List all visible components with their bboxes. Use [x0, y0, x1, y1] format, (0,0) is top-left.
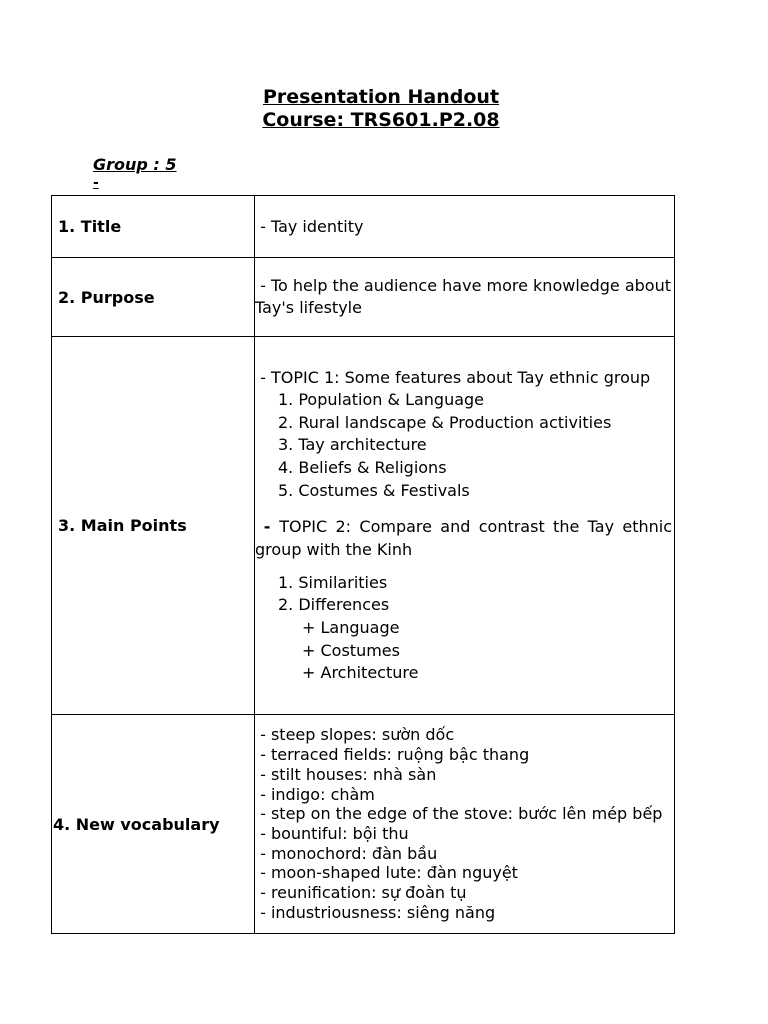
- main-points-row-content: [255, 337, 675, 715]
- document-title: Presentation Handout: [262, 86, 500, 108]
- vocabulary-item: - stilt houses: nhà sàn: [255, 764, 437, 784]
- vocabulary-item: - indigo: chàm: [255, 784, 375, 804]
- topic-1-item: 1. Population & Language: [278, 389, 485, 409]
- document-header: [0, 86, 762, 132]
- vocabulary-row-content: [255, 715, 675, 934]
- topic-2-item: 2. Differences: [278, 595, 390, 615]
- vocabulary-row: [52, 715, 675, 934]
- topic-1-item: 5. Costumes & Festivals: [278, 480, 470, 500]
- course-code: Course: TRS601.P2.08: [262, 109, 500, 131]
- vocabulary-item: - industriousness: siêng năng: [255, 902, 496, 922]
- topic-1-heading: - TOPIC 1: Some features about Tay ethnic group: [255, 367, 651, 387]
- vocabulary-item: - reunification: sự đoàn tụ: [255, 883, 467, 903]
- topic-2-dash: -: [255, 516, 280, 536]
- handout-table: [51, 195, 675, 934]
- topic-1-item: 2. Rural landscape & Production activities: [278, 412, 612, 432]
- topic-2-list: [255, 572, 672, 686]
- purpose-row-content: [255, 258, 675, 337]
- main-points-row: [52, 337, 675, 715]
- differences-item: + Costumes: [302, 640, 400, 660]
- differences-item: + Language: [302, 617, 400, 637]
- purpose-row: [52, 258, 675, 337]
- main-points-row-label: 3. Main Points: [52, 337, 255, 715]
- purpose-row-label: 2. Purpose: [52, 258, 255, 337]
- group-dash: -: [93, 175, 99, 191]
- group-label: Group : 5: [93, 155, 177, 174]
- topic-2-text: TOPIC 2: Compare and contrast the Tay ethnic group with the Kinh: [255, 516, 673, 559]
- vocabulary-item: - bountiful: bội thu: [255, 824, 409, 843]
- vocabulary-item: - terraced fields: ruộng bậc thang: [255, 745, 530, 765]
- title-row: [52, 196, 675, 258]
- title-row-label: 1. Title: [52, 196, 255, 258]
- vocabulary-row-label: 4. New vocabulary: [52, 715, 255, 934]
- topic-1-item: 3. Tay architecture: [278, 435, 427, 455]
- topic-1-item: 4. Beliefs & Religions: [278, 458, 447, 478]
- vocabulary-item: - steep slopes: sườn dốc: [255, 725, 455, 745]
- vocabulary-item: - step on the edge of the stove: bước lên mép bếp: [255, 804, 663, 824]
- purpose-text: - To help the audience have more knowledge about Tay's lifestyle: [255, 276, 677, 317]
- vocabulary-item: - moon-shaped lute: đàn nguyệt: [255, 863, 518, 883]
- topic-2-heading: [255, 515, 672, 561]
- topic-2-item: 1. Similarities: [278, 572, 388, 592]
- vocabulary-item: - monochord: đàn bầu: [255, 843, 438, 863]
- title-row-content: - Tay identity: [255, 196, 675, 258]
- differences-item: + Architecture: [302, 663, 419, 683]
